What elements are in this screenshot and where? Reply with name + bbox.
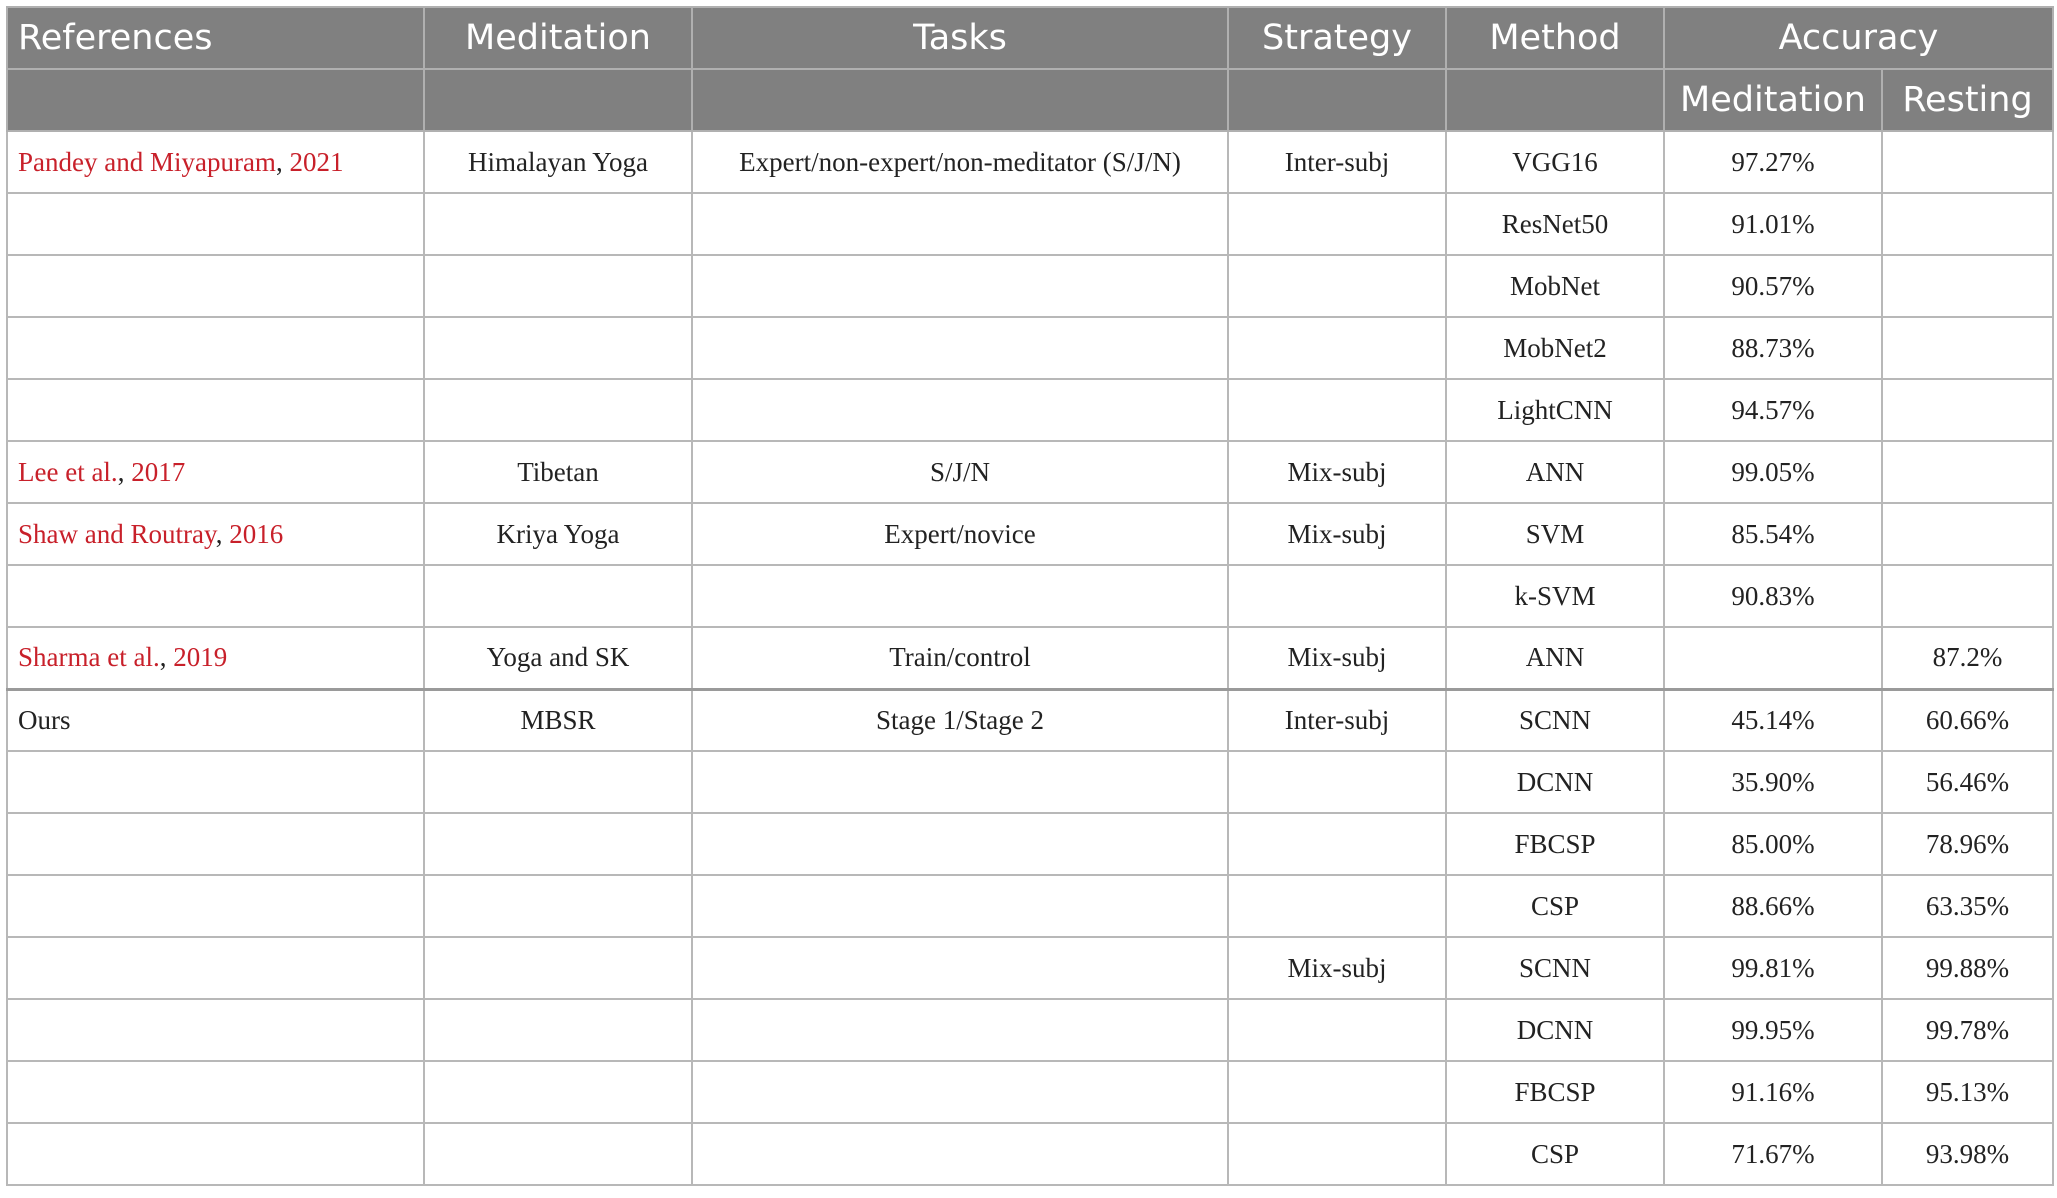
table-header (7, 7, 2053, 131)
table-row (7, 999, 2053, 1061)
reference-year-link[interactable]: 2017 (131, 456, 186, 487)
table-row (7, 255, 2053, 317)
header-strategy: Strategy (1228, 7, 1446, 69)
accuracy-meditation-cell: 90.57% (1664, 255, 1882, 317)
reference-cell (7, 627, 424, 689)
strategy-cell (1228, 255, 1446, 317)
tasks-cell (692, 1123, 1228, 1185)
reference-separator: , (117, 456, 132, 487)
table-row (7, 379, 2053, 441)
method-cell: CSP (1446, 875, 1664, 937)
reference-cell (7, 317, 424, 379)
reference-cell: Ours (7, 689, 424, 751)
accuracy-resting-cell: 78.96% (1882, 813, 2053, 875)
comparison-table (6, 6, 2054, 1186)
strategy-cell (1228, 999, 1446, 1061)
strategy-cell: Mix-subj (1228, 503, 1446, 565)
strategy-cell (1228, 875, 1446, 937)
header-accuracy-resting: Resting (1882, 69, 2053, 131)
meditation-cell (424, 193, 692, 255)
strategy-cell (1228, 379, 1446, 441)
reference-link[interactable]: Sharma et al. (18, 642, 160, 673)
meditation-cell (424, 1061, 692, 1123)
method-cell: SCNN (1446, 689, 1664, 751)
strategy-cell: Mix-subj (1228, 627, 1446, 689)
method-cell: MobNet (1446, 255, 1664, 317)
tasks-cell (692, 875, 1228, 937)
reference-link[interactable]: Shaw and Routray (18, 518, 216, 549)
reference-cell (7, 255, 424, 317)
reference-cell (7, 441, 424, 503)
tasks-cell: S/J/N (692, 441, 1228, 503)
strategy-cell: Inter-subj (1228, 689, 1446, 751)
header-empty-strategy (1228, 69, 1446, 131)
table-row (7, 1123, 2053, 1185)
accuracy-meditation-cell: 85.00% (1664, 813, 1882, 875)
reference-separator: , (159, 642, 174, 673)
method-cell: FBCSP (1446, 813, 1664, 875)
tasks-cell (692, 193, 1228, 255)
accuracy-meditation-cell (1664, 627, 1882, 689)
meditation-cell (424, 937, 692, 999)
reference-cell (7, 999, 424, 1061)
tasks-cell (692, 813, 1228, 875)
table-row (7, 503, 2053, 565)
table-row (7, 627, 2053, 689)
strategy-cell (1228, 1123, 1446, 1185)
reference-cell (7, 937, 424, 999)
accuracy-resting-cell (1882, 193, 2053, 255)
tasks-cell (692, 1061, 1228, 1123)
reference-cell (7, 1123, 424, 1185)
table-row (7, 689, 2053, 751)
accuracy-meditation-cell: 99.95% (1664, 999, 1882, 1061)
header-empty-method (1446, 69, 1664, 131)
header-accuracy: Accuracy (1664, 7, 2053, 69)
meditation-cell (424, 379, 692, 441)
table-row (7, 317, 2053, 379)
strategy-cell (1228, 193, 1446, 255)
strategy-cell (1228, 317, 1446, 379)
method-cell: k-SVM (1446, 565, 1664, 627)
tasks-cell: Stage 1/Stage 2 (692, 689, 1228, 751)
header-tasks: Tasks (692, 7, 1228, 69)
tasks-cell (692, 255, 1228, 317)
table-row (7, 441, 2053, 503)
strategy-cell (1228, 1061, 1446, 1123)
meditation-cell: Yoga and SK (424, 627, 692, 689)
accuracy-meditation-cell: 71.67% (1664, 1123, 1882, 1185)
method-cell: SVM (1446, 503, 1664, 565)
method-cell: CSP (1446, 1123, 1664, 1185)
meditation-cell (424, 1123, 692, 1185)
strategy-cell (1228, 751, 1446, 813)
header-row-main (7, 7, 2053, 69)
reference-link[interactable]: Pandey and Miyapuram (18, 146, 276, 177)
method-cell: VGG16 (1446, 131, 1664, 193)
accuracy-meditation-cell: 88.66% (1664, 875, 1882, 937)
table-body (7, 131, 2053, 1185)
reference-cell (7, 193, 424, 255)
tasks-cell: Expert/novice (692, 503, 1228, 565)
method-cell: ResNet50 (1446, 193, 1664, 255)
meditation-cell (424, 255, 692, 317)
method-cell: DCNN (1446, 751, 1664, 813)
meditation-cell (424, 751, 692, 813)
reference-year-link[interactable]: 2016 (229, 518, 284, 549)
method-cell: FBCSP (1446, 1061, 1664, 1123)
accuracy-meditation-cell: 35.90% (1664, 751, 1882, 813)
meditation-cell (424, 317, 692, 379)
tasks-cell (692, 937, 1228, 999)
meditation-cell: Tibetan (424, 441, 692, 503)
table-row (7, 937, 2053, 999)
accuracy-resting-cell: 95.13% (1882, 1061, 2053, 1123)
tasks-cell (692, 751, 1228, 813)
header-method: Method (1446, 7, 1664, 69)
meditation-cell: Himalayan Yoga (424, 131, 692, 193)
meditation-cell (424, 565, 692, 627)
meditation-cell: MBSR (424, 689, 692, 751)
reference-cell (7, 875, 424, 937)
reference-link[interactable]: Lee et al. (18, 456, 118, 487)
header-empty-meditation (424, 69, 692, 131)
reference-cell (7, 565, 424, 627)
accuracy-meditation-cell: 99.81% (1664, 937, 1882, 999)
tasks-cell (692, 999, 1228, 1061)
tasks-cell (692, 379, 1228, 441)
reference-separator: , (215, 518, 230, 549)
method-cell: SCNN (1446, 937, 1664, 999)
accuracy-meditation-cell: 90.83% (1664, 565, 1882, 627)
accuracy-resting-cell: 60.66% (1882, 689, 2053, 751)
table-row (7, 565, 2053, 627)
method-cell: ANN (1446, 627, 1664, 689)
meditation-cell (424, 999, 692, 1061)
accuracy-resting-cell (1882, 317, 2053, 379)
reference-separator: , (275, 146, 290, 177)
header-references: References (7, 7, 424, 69)
header-accuracy-meditation: Meditation (1664, 69, 1882, 131)
accuracy-resting-cell: 99.78% (1882, 999, 2053, 1061)
accuracy-resting-cell: 99.88% (1882, 937, 2053, 999)
table-row (7, 193, 2053, 255)
strategy-cell: Inter-subj (1228, 131, 1446, 193)
reference-cell (7, 503, 424, 565)
accuracy-resting-cell: 93.98% (1882, 1123, 2053, 1185)
header-empty-tasks (692, 69, 1228, 131)
accuracy-meditation-cell: 91.01% (1664, 193, 1882, 255)
header-empty-references (7, 69, 424, 131)
strategy-cell (1228, 813, 1446, 875)
accuracy-meditation-cell: 99.05% (1664, 441, 1882, 503)
meditation-cell (424, 875, 692, 937)
table-row (7, 875, 2053, 937)
accuracy-resting-cell (1882, 565, 2053, 627)
header-meditation: Meditation (424, 7, 692, 69)
accuracy-resting-cell (1882, 503, 2053, 565)
meditation-cell (424, 813, 692, 875)
reference-cell (7, 131, 424, 193)
accuracy-meditation-cell: 94.57% (1664, 379, 1882, 441)
accuracy-meditation-cell: 97.27% (1664, 131, 1882, 193)
accuracy-meditation-cell: 88.73% (1664, 317, 1882, 379)
accuracy-resting-cell: 87.2% (1882, 627, 2053, 689)
method-cell: ANN (1446, 441, 1664, 503)
table-row (7, 751, 2053, 813)
table-row (7, 813, 2053, 875)
method-cell: LightCNN (1446, 379, 1664, 441)
table-row (7, 1061, 2053, 1123)
reference-cell (7, 813, 424, 875)
method-cell: MobNet2 (1446, 317, 1664, 379)
reference-cell (7, 1061, 424, 1123)
reference-year-link[interactable]: 2019 (173, 642, 228, 673)
accuracy-resting-cell (1882, 441, 2053, 503)
method-cell: DCNN (1446, 999, 1664, 1061)
accuracy-resting-cell (1882, 379, 2053, 441)
strategy-cell: Mix-subj (1228, 937, 1446, 999)
reference-year-link[interactable]: 2021 (289, 146, 344, 177)
strategy-cell (1228, 565, 1446, 627)
reference-cell (7, 751, 424, 813)
accuracy-meditation-cell: 91.16% (1664, 1061, 1882, 1123)
accuracy-resting-cell: 56.46% (1882, 751, 2053, 813)
accuracy-meditation-cell: 45.14% (1664, 689, 1882, 751)
reference-cell (7, 379, 424, 441)
strategy-cell: Mix-subj (1228, 441, 1446, 503)
accuracy-resting-cell (1882, 255, 2053, 317)
meditation-cell: Kriya Yoga (424, 503, 692, 565)
accuracy-resting-cell (1882, 131, 2053, 193)
tasks-cell (692, 565, 1228, 627)
table-row (7, 131, 2053, 193)
tasks-cell (692, 317, 1228, 379)
accuracy-meditation-cell: 85.54% (1664, 503, 1882, 565)
header-row-sub (7, 69, 2053, 131)
tasks-cell: Train/control (692, 627, 1228, 689)
accuracy-resting-cell: 63.35% (1882, 875, 2053, 937)
tasks-cell: Expert/non-expert/non-meditator (S/J/N) (692, 131, 1228, 193)
